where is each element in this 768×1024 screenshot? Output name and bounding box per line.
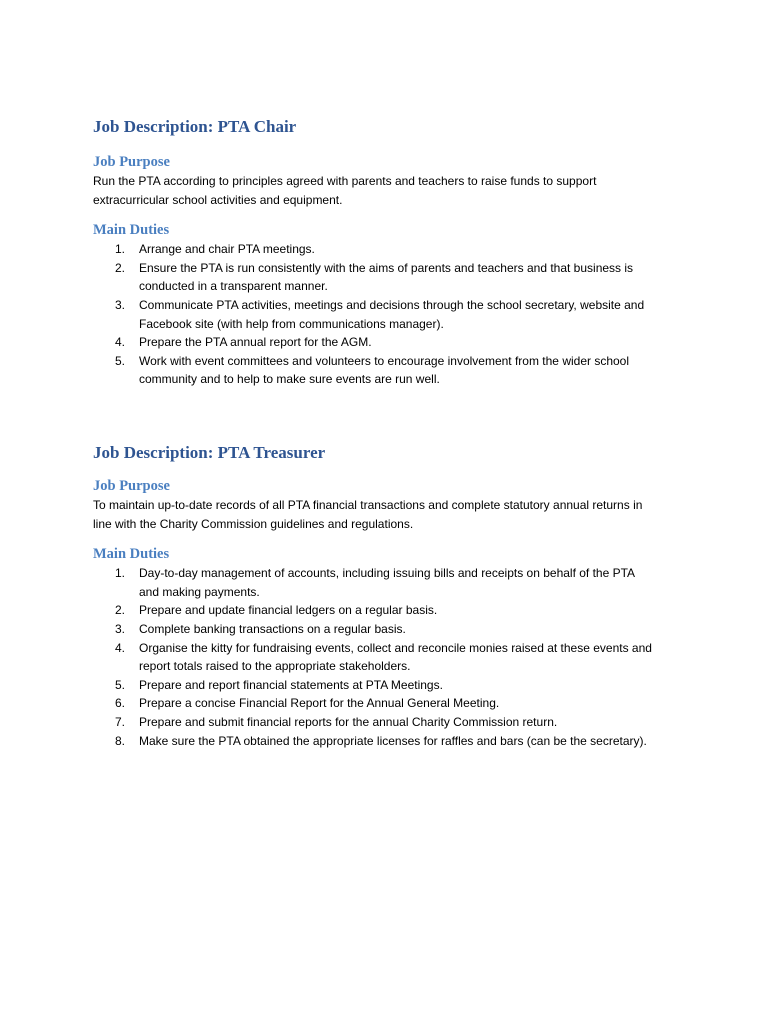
- list-number: 8.: [115, 733, 126, 748]
- list-item: [93, 694, 653, 713]
- list-item: [93, 564, 653, 601]
- list-item: [93, 333, 653, 352]
- list-item: [93, 620, 653, 639]
- list-number: 1.: [115, 242, 126, 257]
- treasurer-job-title: Job Description: PTA Treasurer: [93, 443, 326, 462]
- list-item-text: Prepare a concise Financial Report for the Annual General Meeting.: [139, 696, 500, 711]
- pta-chair-section: [93, 116, 693, 389]
- list-item: [93, 296, 653, 333]
- list-number: 6.: [115, 696, 126, 711]
- list-number: 2.: [115, 603, 126, 618]
- list-item-text: Prepare and submit financial reports for the annual Charity Commission return.: [139, 714, 558, 729]
- treasurer-purpose-heading: Job Purpose: [93, 478, 170, 494]
- list-item: [93, 639, 653, 676]
- list-item-text: Organise the kitty for fundraising events, collect and reconcile monies raised at these events and report totals raised to the appropriate stakeholders.: [139, 640, 652, 674]
- treasurer-duties-list: [93, 564, 653, 750]
- list-number: 4.: [115, 335, 126, 350]
- pta-treasurer-section: [93, 442, 693, 750]
- list-item-text: Work with event committees and volunteers to encourage involvement from the wider school community and to help to make sure events are run well.: [139, 353, 630, 387]
- list-item-text: Day-to-day management of accounts, including issuing bills and receipts on behalf of the PTA and making payments.: [139, 566, 635, 599]
- chair-duties-heading: Main Duties: [93, 222, 170, 239]
- chair-job-title: Job Description: PTA Chair: [93, 117, 297, 136]
- list-item: [93, 259, 653, 296]
- list-item-text: Make sure the PTA obtained the appropriate licenses for raffles and bars (can be the secretary).: [139, 733, 647, 748]
- list-number: 5.: [115, 353, 126, 368]
- list-item: [93, 240, 653, 259]
- list-number: 3.: [115, 297, 126, 312]
- list-item: [93, 676, 653, 695]
- list-item-text: Prepare and update financial ledgers on a regular basis.: [139, 603, 438, 618]
- chair-duties-list: [93, 240, 653, 389]
- list-item-text: Prepare and report financial statements at PTA Meetings.: [139, 677, 443, 692]
- list-item-text: Prepare the PTA annual report for the AGM.: [139, 335, 372, 350]
- list-item-text: Communicate PTA activities, meetings and decisions through the school secretary, website and Facebook site (with help from communications manager).: [139, 297, 645, 331]
- list-number: 1.: [115, 566, 126, 581]
- list-item: [93, 732, 653, 751]
- list-item: [93, 352, 653, 389]
- list-item-text: Complete banking transactions on a regular basis.: [139, 621, 406, 636]
- list-number: 7.: [115, 714, 126, 729]
- list-item: [93, 713, 653, 732]
- chair-purpose-heading: Job Purpose: [93, 154, 170, 170]
- list-item-text: Arrange and chair PTA meetings.: [139, 242, 315, 257]
- list-number: 3.: [115, 621, 126, 636]
- treasurer-purpose-text: To maintain up-to-date records of all PTA financial transactions and complete statutory annual returns in line with the Charity Commission guidelines and regulations.: [93, 498, 643, 531]
- list-item-text: Ensure the PTA is run consistently with the aims of parents and teachers and that business is conducted in a transparent manner.: [139, 260, 634, 294]
- list-number: 2.: [115, 260, 126, 275]
- chair-purpose-text: Run the PTA according to principles agreed with parents and teachers to raise funds to support extracurricular school activities and equipment.: [93, 174, 597, 207]
- list-item: [93, 601, 653, 620]
- treasurer-duties-heading: Main Duties: [93, 546, 170, 563]
- list-number: 4.: [115, 640, 126, 655]
- list-number: 5.: [115, 677, 126, 692]
